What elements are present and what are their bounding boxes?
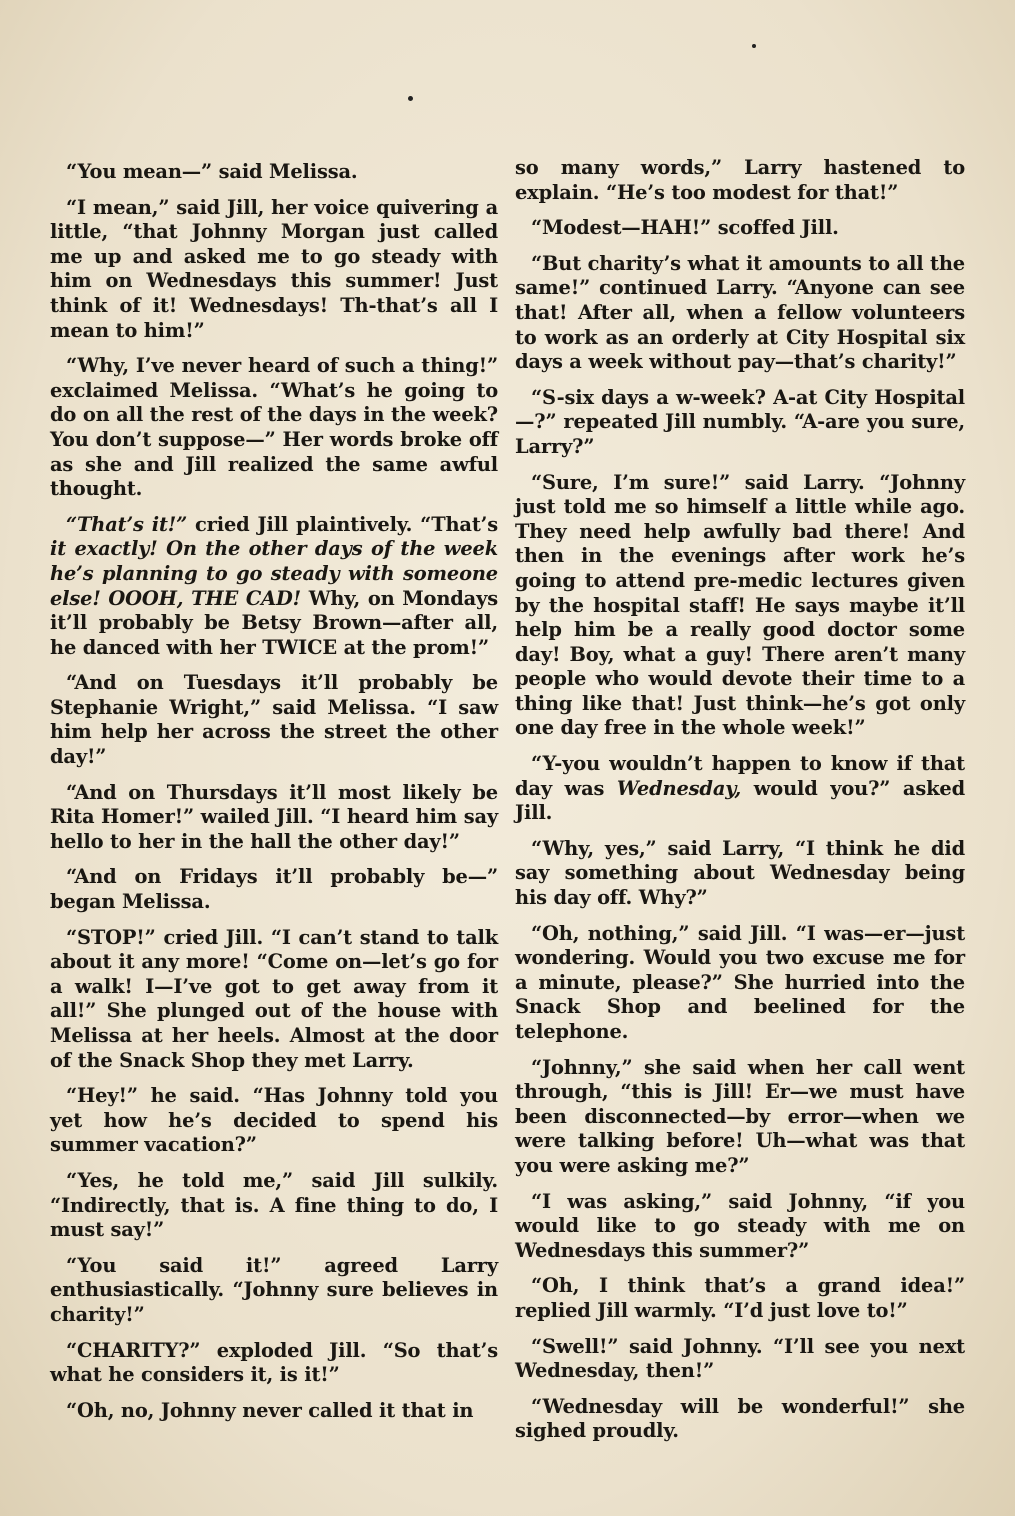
paragraph: “Swell!” said Johnny. “I’ll see you next Wednesday, then!”: [515, 1334, 965, 1383]
paragraph: “Sure, I’m sure!” said Larry. “Johnny just told me so himself a little while ago. They need help awfully bad there! And then in the evenings after work he’s going to attend pre-medic lectures given by the hospital staff! He says maybe it’ll help him be a really good doctor some day! Boy, what a guy! There aren’t many people who would devote their time to a thing like that! Just think—he’s got only one day free in the whole week!”: [515, 470, 965, 740]
print-speck: [752, 44, 756, 48]
paragraph: “CHARITY?” exploded Jill. “So that’s what he considers it, is it!”: [50, 1338, 498, 1387]
paragraph: “And on Tuesdays it’ll probably be Stephanie Wright,” said Melissa. “I saw him help her across the street the other day!”: [50, 671, 498, 769]
paragraph: “You said it!” agreed Larry enthusiastically. “Johnny sure believes in charity!”: [50, 1253, 498, 1326]
text-run: “Y-you wouldn’t happen to know if that day was: [515, 752, 965, 800]
paragraph: “Oh, I think that’s a grand idea!” replied Jill warmly. “I’d just love to!”: [515, 1274, 965, 1322]
paragraph: “I mean,” said Jill, her voice quivering a little, “that Johnny Morgan just called me up and asked me to go steady with him on Wednesdays this summer! Just think of it! Wednesdays! Th-that’s all I mean to him!”: [50, 195, 498, 342]
paragraph: “I was asking,” said Johnny, “if you would like to go steady with me on Wednesdays this summer?”: [515, 1189, 965, 1262]
left-column: [50, 160, 498, 1434]
text-run: cried Jill plaintively. “That’s: [187, 512, 499, 536]
paragraph: “You mean—” said Melissa.: [66, 160, 358, 183]
paragraph: “Oh, nothing,” said Jill. “I was—er—just wondering. Would you two excuse me for a minute, please?” She hurried into the Snack Shop and beelined for the telephone.: [515, 921, 965, 1043]
text-run: would you?” asked Jill.: [515, 776, 965, 825]
paragraph: “Hey!” he said. “Has Johnny told you yet how he’s decided to spend his summer vacation?”: [50, 1084, 498, 1157]
paragraph: “Johnny,” she said when her call went through, “this is Jill! Er—we must have been disconnected—by error—when we were talking before! Uh—what was that you were asking me?”: [515, 1055, 965, 1177]
paragraph: “Wednesday will be wonderful!” she sighed proudly.: [515, 1394, 965, 1443]
paragraph: [50, 513, 498, 661]
text-run: Why, on Mondays it’ll probably be Betsy Brown—after all, he danced with her TWICE at the prom!”: [50, 586, 498, 659]
paragraph: “STOP!” cried Jill. “I can’t stand to talk about it any more! “Come on—let’s go for a walk! I—I’ve got to get away from it all!” She plunged out of the house with Melissa at her heels. Almost at the door of the Snack Shop they met Larry.: [50, 925, 498, 1072]
paragraph: “Yes, he told me,” said Jill sulkily. “Indirectly, that is. A fine thing to do, I must say!”: [50, 1168, 498, 1242]
italic-text: Wednesday,: [616, 776, 742, 800]
paragraph: “Why, I’ve never heard of such a thing!” exclaimed Melissa. “What’s he going to do on all the rest of the days in the week? You don’t suppose—” Her words broke off as she and Jill realized the same awful thought.: [50, 354, 498, 501]
paragraph: “Modest—HAH!” scoffed Jill.: [531, 216, 839, 240]
paragraph: [515, 752, 965, 826]
paragraph: “But charity’s what it amounts to all the same!” continued Larry. “Anyone can see that! After all, when a fellow volunteers to work as an orderly at City Hospital six days a week without pay—that’s charity!”: [515, 251, 965, 374]
paragraph: so many words,” Larry hastened to explain. “He’s too modest for that!”: [515, 156, 965, 204]
paragraph: “Why, yes,” said Larry, “I think he did say something about Wednesday being his day off. Why?”: [515, 836, 965, 910]
paragraph: “Oh, no, Johnny never called it that in: [66, 1398, 474, 1422]
print-speck: [408, 96, 413, 101]
paragraph: “S-six days a w-week? A-at City Hospital —?” repeated Jill numbly. “A-are you sure, Larry?”: [515, 385, 965, 458]
italic-text: it exactly! On the other days of the week he’s planning to go steady with someone else! OOOH, THE CAD!: [50, 537, 498, 610]
paragraph: “And on Thursdays it’ll most likely be Rita Homer!” wailed Jill. “I heard him say hello to her in the hall the other day!”: [50, 780, 498, 853]
paragraph: “And on Fridays it’ll probably be—” began Melissa.: [50, 865, 498, 914]
right-column: [515, 156, 965, 1455]
italic-text: “That’s it!”: [66, 512, 188, 536]
